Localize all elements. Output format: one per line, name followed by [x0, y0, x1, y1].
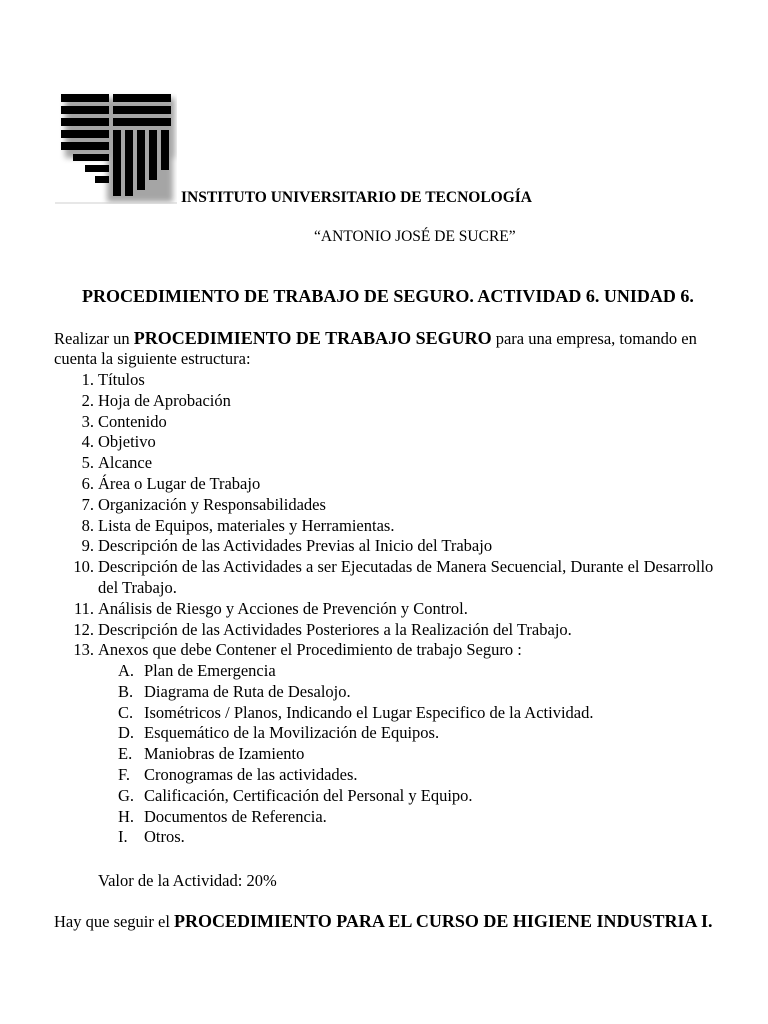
- list-item-text: Alcance: [98, 453, 153, 473]
- annex-item: [118, 723, 594, 744]
- list-item: [54, 474, 734, 495]
- list-item-text: Descripción de las Actividades Previas al Inicio del Trabajo: [98, 536, 493, 556]
- activity-value: Valor de la Actividad: 20%: [98, 871, 277, 890]
- intro-bold: PROCEDIMIENTO DE TRABAJO SEGURO: [133, 328, 492, 348]
- list-item-number: 5.: [81, 453, 94, 473]
- intro-prefix: Realizar un: [54, 329, 134, 348]
- list-item: [54, 370, 734, 391]
- list-item: [54, 620, 734, 641]
- list-item-text: Análisis de Riesgo y Acciones de Prevención y Control.: [98, 598, 468, 618]
- list-item-number: 6.: [81, 473, 94, 493]
- footer-prefix: Hay que seguir el: [54, 912, 175, 931]
- list-item-number: 4.: [81, 432, 94, 452]
- list-item: [54, 495, 734, 516]
- annex-item-text: Otros.: [144, 827, 185, 847]
- annex-item-letter: C.: [118, 702, 134, 722]
- annex-item-letter: I.: [118, 827, 128, 847]
- annex-item-letter: B.: [118, 681, 134, 701]
- list-item: [54, 557, 734, 599]
- list-item-text: Organización y Responsabilidades: [98, 494, 326, 514]
- annex-item-letter: E.: [118, 744, 133, 764]
- list-item-number: 9.: [81, 536, 94, 556]
- list-item: [54, 453, 734, 474]
- annex-item-text: Maniobras de Izamiento: [144, 744, 305, 764]
- list-item-number: 8.: [81, 515, 94, 535]
- list-item: [54, 412, 734, 433]
- list-item-text: Hoja de Aprobación: [98, 390, 231, 410]
- annex-item-text: Esquemático de la Movilización de Equipos.: [144, 723, 440, 743]
- annex-item-letter: G.: [118, 785, 135, 805]
- list-item-text: Descripción de las Actividades a ser Ejecutadas de Manera Secuencial, Durante el Desarrollo del Trabajo.: [98, 557, 714, 597]
- list-item: [54, 640, 734, 661]
- annex-item-text: Isométricos / Planos, Indicando el Lugar Especifico de la Actividad.: [144, 702, 594, 722]
- list-item-number: 11.: [73, 598, 94, 618]
- annex-item: [118, 827, 594, 848]
- annex-item: [118, 703, 594, 724]
- institute-logo: [55, 92, 177, 204]
- list-item-number: 3.: [81, 411, 94, 431]
- institute-subtitle: “ANTONIO JOSÉ DE SUCRE”: [314, 228, 516, 245]
- list-item-text: Contenido: [98, 411, 167, 431]
- annex-item-letter: H.: [118, 806, 135, 826]
- list-item-text: Lista de Equipos, materiales y Herramientas.: [98, 515, 395, 535]
- list-item-number: 2.: [81, 390, 94, 410]
- list-item: [54, 432, 734, 453]
- annex-item: [118, 786, 594, 807]
- annex-item-letter: A.: [118, 661, 135, 680]
- annex-item-text: Plan de Emergencia: [144, 661, 276, 680]
- intro-paragraph: [54, 328, 724, 369]
- annex-item-text: Calificación, Certificación del Personal y Equipo.: [144, 785, 473, 805]
- list-item: [54, 599, 734, 620]
- list-item: [54, 391, 734, 412]
- list-item-number: 10.: [73, 557, 94, 577]
- list-item-number: 7.: [81, 494, 94, 514]
- annex-list: [118, 661, 594, 848]
- annex-item: [118, 765, 594, 786]
- institute-name: INSTITUTO UNIVERSITARIO DE TECNOLOGÍA: [181, 189, 532, 206]
- footer-bold: PROCEDIMIENTO PARA EL CURSO DE HIGIENE INDUSTRIA I.: [174, 911, 713, 931]
- list-item-number: 13.: [73, 640, 94, 660]
- list-item-text: Descripción de las Actividades Posteriores a la Realización del Trabajo.: [98, 619, 572, 639]
- list-item: [54, 536, 734, 557]
- intro-suffix: para una empresa, tomando en cuenta la siguiente estructura:: [54, 329, 697, 368]
- structure-list: [54, 370, 734, 661]
- list-item-number: 1.: [81, 370, 94, 389]
- annex-item: [118, 807, 594, 828]
- annex-item: [118, 682, 594, 703]
- list-item-text: Anexos que debe Contener el Procedimiento de trabajo Seguro :: [98, 640, 522, 660]
- list-item: [54, 516, 734, 537]
- annex-item-text: Diagrama de Ruta de Desalojo.: [144, 681, 351, 701]
- list-item-text: Área o Lugar de Trabajo: [98, 473, 261, 493]
- document-title: PROCEDIMIENTO DE TRABAJO DE SEGURO. ACTIVIDAD 6. UNIDAD 6.: [82, 286, 694, 306]
- annex-item-text: Documentos de Referencia.: [144, 806, 327, 826]
- annex-item: [118, 661, 594, 682]
- annex-item-text: Cronogramas de las actividades.: [144, 764, 358, 784]
- list-item-number: 12.: [73, 619, 94, 639]
- list-item-text: Títulos: [98, 370, 145, 389]
- annex-item-letter: F.: [118, 764, 130, 784]
- footer-note: [54, 911, 712, 932]
- list-item-text: Objetivo: [98, 432, 156, 452]
- annex-item: [118, 744, 594, 765]
- annex-item-letter: D.: [118, 723, 135, 743]
